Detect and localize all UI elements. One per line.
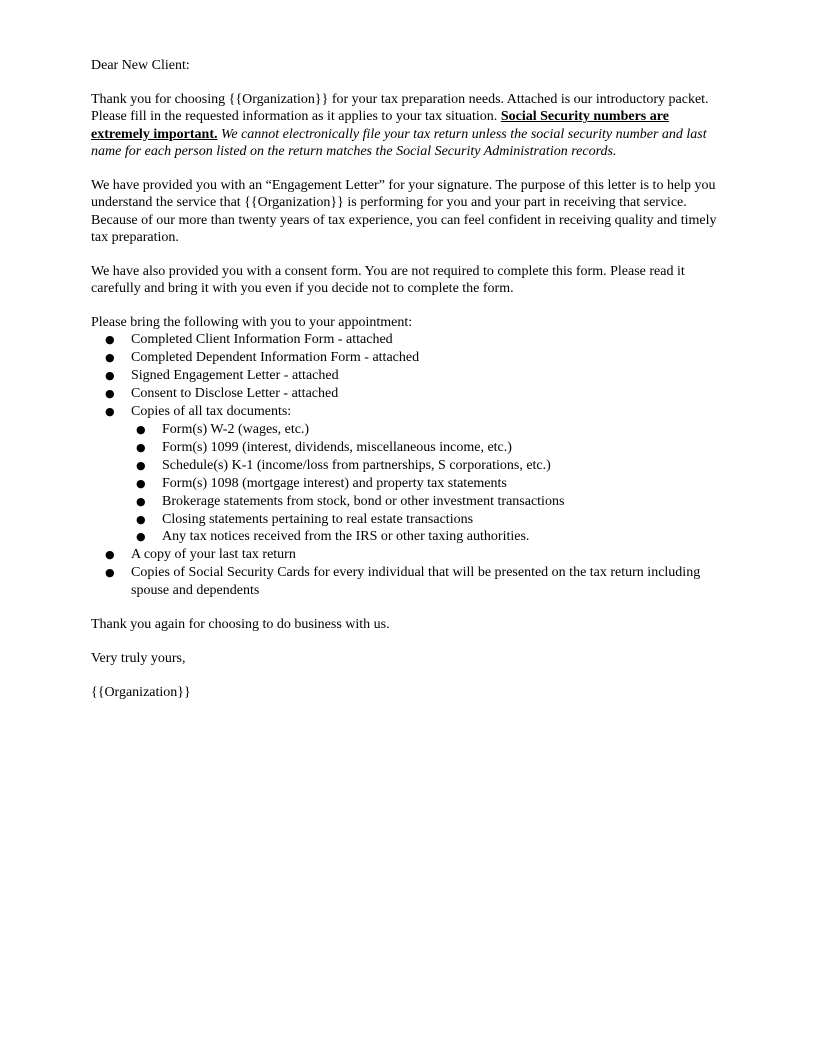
- list-item: ● Consent to Disclose Letter - attached: [105, 386, 339, 402]
- sub-list-item: ● Form(s) 1099 (interest, dividends, miscellaneous income, etc.): [136, 439, 512, 455]
- bullet-icon: ●: [105, 566, 115, 580]
- bullet-icon: ●: [136, 512, 146, 526]
- sub-list-item: ● Brokerage statements from stock, bond or other investment transactions: [136, 493, 565, 509]
- bullet-icon: ●: [105, 369, 115, 383]
- ssn-note: We cannot electronically file your tax return unless the social security number and last name for each person listed on the return matches the Social Security Administration records.: [91, 126, 707, 160]
- paragraph-engagement: We have provided you with an “Engagement Letter” for your signature. The purpose of this letter is to help you understand the service that {{Organization}} is performing for you and your part in receiving that service. Because of our more than twenty years of tax experience, you can feel confident in receiving quality and timely tax preparation.: [91, 177, 717, 246]
- list-item: ● A copy of your last tax return: [105, 547, 296, 563]
- sub-list-item: ● Form(s) W-2 (wages, etc.): [136, 421, 310, 437]
- list-item-tax-documents: ● Copies of all tax documents: ● Form(s) W-2 (wages, etc.) ● Form(s) 1099 (interest, dividends, miscellaneous income, etc.) ● Schedule(s) K-1 (income/loss from partnerships, S corporations, etc.) ● Form(s) 1098 (mortgage interest) and property tax statements ● Brokerage statements from stock, bond or other investment transactions ● Closing statements pertaining to real estate transactions ● Any tax notices received from the IRS or other taxing authorities.: [91, 403, 731, 546]
- bullet-icon: ●: [136, 476, 146, 490]
- list-item: ● Completed Dependent Information Form - attached: [105, 350, 420, 366]
- bring-list: [91, 331, 731, 600]
- closing-line: Very truly yours,: [91, 651, 186, 667]
- bullet-icon: ●: [136, 458, 146, 472]
- letter-page: [91, 57, 731, 701]
- bullet-icon: ●: [105, 351, 115, 365]
- intro-text: Thank you for choosing {{Organization}} for your tax preparation needs. Attached is our introductory packet. Please fill in the requested information as it applies to your tax situation.: [91, 91, 709, 125]
- bullet-icon: ●: [105, 405, 115, 419]
- bullet-icon: ●: [136, 422, 146, 436]
- paragraph-consent: We have also provided you with a consent form. You are not required to complete this form. Please read it carefully and bring it with you even if you decide not to complete the form.: [91, 263, 685, 297]
- list-item: ● Signed Engagement Letter - attached: [105, 368, 339, 384]
- bullet-icon: ●: [136, 440, 146, 454]
- list-intro: Please bring the following with you to your appointment:: [91, 315, 413, 331]
- list-item: ● Copies of Social Security Cards for every individual that will be presented on the tax return including spouse and dependents: [105, 565, 701, 599]
- bullet-icon: ●: [136, 530, 146, 544]
- thanks-line: Thank you again for choosing to do business with us.: [91, 617, 390, 633]
- paragraph-intro: [91, 91, 731, 161]
- bullet-icon: ●: [105, 548, 115, 562]
- bullet-icon: ●: [105, 387, 115, 401]
- sub-list-item: ● Schedule(s) K-1 (income/loss from partnerships, S corporations, etc.): [136, 457, 551, 473]
- sub-list-item: ● Any tax notices received from the IRS or other taxing authorities.: [136, 529, 530, 545]
- sub-list-item: ● Form(s) 1098 (mortgage interest) and property tax statements: [136, 475, 507, 491]
- ssn-emphasis: Social Security numbers are extremely important.: [91, 109, 669, 142]
- list-item: ● Completed Client Information Form - attached: [105, 332, 393, 348]
- signature: {{Organization}}: [91, 685, 191, 701]
- tax-documents-list: [131, 421, 731, 546]
- greeting: Dear New Client:: [91, 58, 190, 73]
- sub-list-item: ● Closing statements pertaining to real estate transactions: [136, 511, 474, 527]
- bullet-icon: ●: [105, 333, 115, 347]
- bullet-icon: ●: [136, 494, 146, 508]
